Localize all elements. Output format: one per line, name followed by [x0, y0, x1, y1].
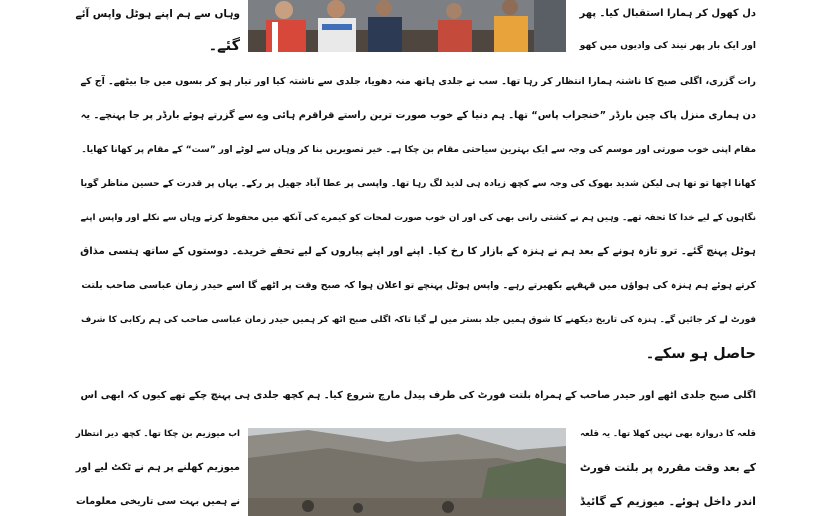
baltit-fort-photo	[248, 428, 566, 516]
text-line: میوزیم کھلنے پر ہم نے ٹکٹ لیے اور	[75, 462, 240, 473]
baltit-fort-photo-art	[248, 428, 566, 516]
text-line: دن ہماری منزل پاک چین بارڈر ”خنجراب پاس“ تھا۔ ہم دنیا کے خوب صورت ترین راستے قراقرم ہائی وے سے گزرتے ہوئے بارڈر پر جا پہنچے۔ یہ	[80, 110, 756, 121]
text-line: نے ہمیں بہت سی تاریخی معلومات	[75, 496, 240, 507]
tour-group-photo	[248, 0, 566, 52]
text-line: اندر داخل ہوئے۔ میوزیم کے گائیڈ	[579, 495, 756, 508]
text-line: اگلی صبح جلدی اٹھے اور حیدر صاحب کے ہمراہ بلتت فورٹ کی طرف پیدل مارچ شروع کیا۔ ہم کچھ جلدی ہی پہنچ چکے تھے کیوں کہ ابھی اس	[80, 390, 756, 401]
text-line: وہاں سے ہم اپنے ہوٹل واپس آئے	[75, 8, 240, 20]
text-line: دل کھول کر ہمارا استقبال کیا۔ پھر	[579, 8, 756, 19]
text-line: نگاہوں کے لیے خدا کا تحفہ تھے۔ وہیں ہم نے کشتی رانی بھی کی اور ان خوب صورت لمحات کو کیمرے کی آنکھ میں محفوظ کرتے وہاں سے نکلے اور واپس اپنے	[80, 213, 756, 223]
text-line: گئے۔	[208, 38, 240, 54]
text-line: اب میوزیم بن چکا تھا۔ کچھ دیر انتظار	[75, 429, 240, 439]
tour-group-photo-art	[248, 0, 566, 52]
text-line: مقام اپنی خوب صورتی اور موسم کی وجہ سے ایک بہترین سیاحتی مقام بن چکا ہے۔ خیر تصویریں بنا کر وہاں سے لوٹے اور ”ست“ کے مقام پر کھانا کھایا۔	[81, 145, 756, 155]
text-line: کرتے ہوئے ہم ہنزہ کی ہواؤں میں قہقہے بکھیرتے رہے۔ واپس ہوٹل پہنچے تو اعلان ہوا کہ صبح وقت پر اٹھے گا اسے حیدر زمان عباسی صاحب بلتت	[81, 280, 756, 291]
text-line: قلعہ کا دروازہ بھی نہیں کھلا تھا۔ یہ قلعہ	[580, 429, 756, 439]
text-line: حاصل ہو سکے۔	[645, 346, 756, 362]
text-line: ہوٹل پہنچ گئے۔ ترو تازہ ہونے کے بعد ہم نے ہنزہ کے بازار کا رخ کیا۔ اپنے اور اپنے پیاروں کے لیے تحفے خریدے۔ دوستوں کے ساتھ ہنسی مذاق	[80, 246, 756, 257]
text-line: کے بعد وقت مقررہ پر بلتت فورٹ	[579, 461, 756, 474]
text-line: کھانا اچھا تو تھا ہی لیکن شدید بھوک کی وجہ سے کچھ زیادہ ہی لذیذ لگ رہا تھا۔ واپسی پر عطا آباد جھیل پر رکے۔ یہاں پر قدرت کے حسین مناظر گویا	[80, 179, 756, 189]
text-line: رات گزری، اگلی صبح کا ناشتہ ہمارا انتظار کر رہا تھا۔ سب نے جلدی ہاتھ منہ دھویا، جلدی سے ناشتہ کیا اور تیار ہو کر بسوں میں جا بیٹھے۔ آج کے	[80, 76, 756, 87]
text-line: فورٹ لے کر جائیں گے۔ ہنزہ کی تاریخ دیکھنے کا شوق ہمیں جلد بستر میں لے گیا تاکہ اگلی صبح اٹھ کر ہمیں حیدر زمان عباسی صاحب کی ہم رکابی کا شرف	[81, 315, 756, 325]
text-line: اور ایک بار پھر نیند کی وادیوں میں کھو	[579, 41, 756, 51]
